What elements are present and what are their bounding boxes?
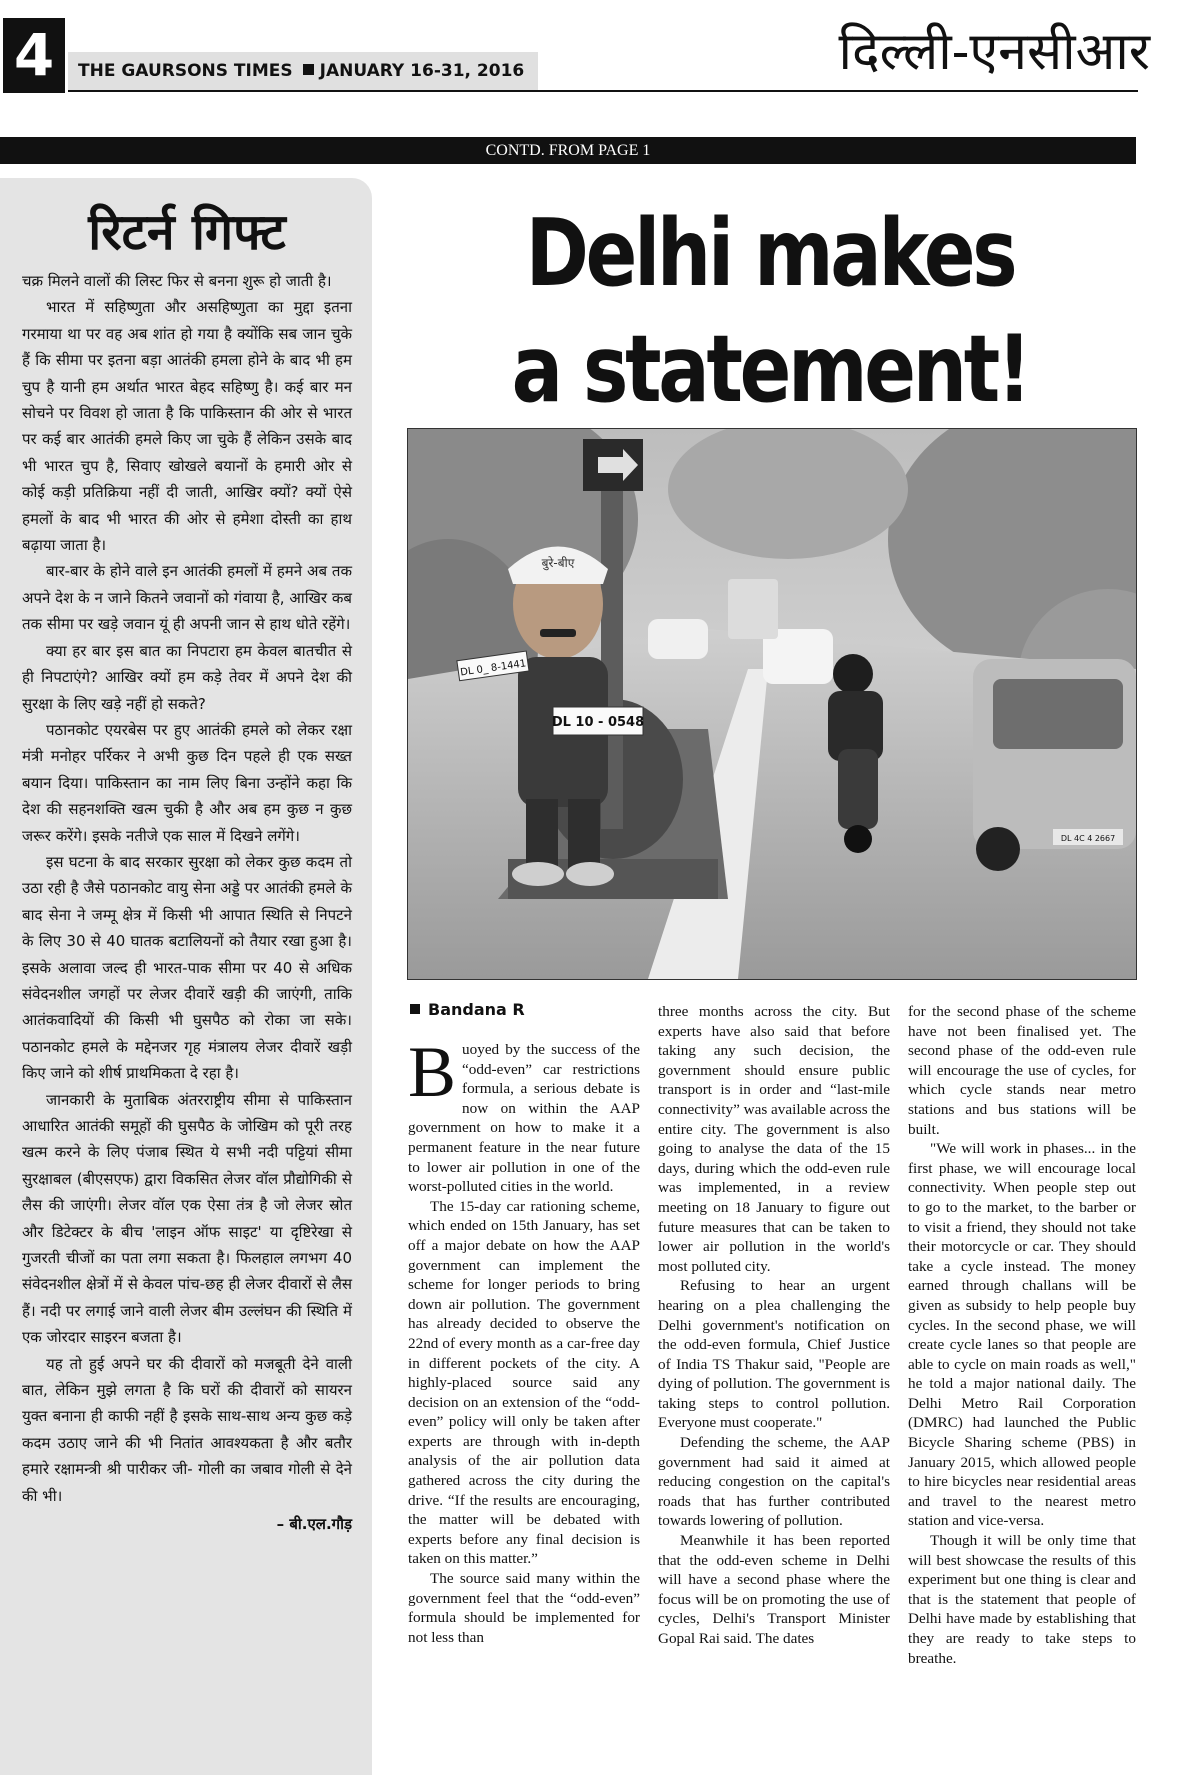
- sidebar-paragraph: बार-बार के होने वाले इन आतंकी हमलों में हमने अब तक अपने देश के न जाने कितने जवानों को गंवाया है, आखिर कब तक सीमा पर खड़े जवान यूं ही अपनी जान से हाथ धोते रहेंगे।: [22, 562, 352, 634]
- paper-name: THE GAURSONS TIMES: [78, 61, 293, 81]
- sidebar-signature: – बी.एल.गौड़: [276, 1515, 352, 1534]
- article-photo: [407, 428, 1137, 980]
- sidebar-paragraph: चक्र मिलने वालों की लिस्ट फिर से बनना शुरू हो जाती है।: [22, 272, 332, 290]
- page-number: 4: [3, 18, 65, 93]
- square-bullet-icon: [410, 1004, 420, 1014]
- street-scene-illustration: [408, 429, 1136, 979]
- car-plate-text: DL 4C 4 2667: [1060, 834, 1116, 843]
- header-rule: [68, 90, 1138, 92]
- article-paragraph: for the second phase of the scheme have not been finalised yet. The second phase of the odd-even rule will encourage the use of cycles, for which cycle stands near metro stations and bus stations will be built.: [908, 1003, 1136, 1138]
- headline-line-2: a statement!: [511, 315, 1029, 423]
- article-paragraph: "We will work in phases... in the first phase, we will encourage local connectivity. When people step out to go to the market, to the barber or to visit a friend, they should not take their motorcycle or car. They should take a cycle instead. The money earned through challans will be given as subsidy to help people buy cycles. In the second phase, we will create cycle lanes so that people are able to cycle on main roads as well," he told a major national daily. The Delhi Metro Rail Corporation (DMRC) had launched the Public Bicycle Sharing scheme (PBS) in January 2015, which allowed people to hire bicycles near residential areas and travel to the nearest metro station and vice-versa.: [908, 1140, 1136, 1530]
- plate-small-text: DL 0_ 8-1441: [459, 658, 527, 679]
- article-paragraph: Meanwhile it has been reported that the odd-even scheme in Delhi will have a second phase where the focus will be on promoting the use of cycles, Delhi's Transport Minister Gopal Rai said. The dates: [658, 1532, 890, 1647]
- byline-author: Bandana R: [428, 1000, 525, 1019]
- headline: [467, 195, 1074, 427]
- plate-large-text: DL 10 - 0548: [551, 715, 645, 730]
- article-paragraph: three months across the city. But experts have also said that before taking any such decision, the government should ensure public transport is in order and “last-mile connectivity” was available across the entire city. The government is also going to analyse the data of the 15 days, during which the odd-even rule was implemented, in a review meeting on 18 January to figure out future measures that can be taken to lower air pollution in the world's most polluted city.: [658, 1003, 890, 1275]
- sidebar-paragraph: यह तो हुई अपने घर की दीवारों को मजबूती देने वाली बात, लेकिन मुझे लगता है कि घरों की दीवारों को सायरन युक्त बनाना ही काफी नहीं है इसके साथ-साथ अन्य कुछ कड़े कदम उठाए जाने की भी नितांत आवश्यकता है और बतौर हमारे रक्षामन्त्री श्री पारीकर जी- गोली का जबाव गोली से देने की भी।: [22, 1354, 352, 1505]
- article-paragraph: The 15-day car rationing scheme, which ended on 15th January, has set off a major debate on how the AAP government can implement the scheme for longer periods to bring down air pollution. The government has already decided to observe the 22nd of every month as a car-free day in different pockets of the city. A highly-placed source said any decision on an extension of the “odd-even” policy will only be taken after experts are through with in-depth analysis of the air pollution data gathered across the city during the drive. “If the results are encouraging, the matter will be debated with experts before any final decision is taken on this matter.”: [408, 1197, 640, 1568]
- issue-date: JANUARY 16-31, 2016: [319, 61, 525, 81]
- cap-text: बुरे-बीए: [541, 556, 575, 570]
- article-column-1: [408, 1032, 640, 1647]
- article-column-2: [658, 1002, 890, 1649]
- sidebar-paragraph: जानकारी के मुताबिक अंतरराष्ट्रीय सीमा से पाकिस्तान आधारित आतंकी समूहों की घुसपैठ के जोखिम को पूरी तरह खत्म करने के लिए पंजाब स्थित ये सभी नदी पट्टियां सीमा सुरक्षाबल (बीएसएफ) द्वारा विकसित लेजर वॉल प्रौद्योगिकी से लैस की जाएंगी। लेजर वॉल एक ऐसा तंत्र है जो लेजर स्रोत और डिटेक्टर के बीच 'लाइन ऑफ साइट' या दृष्टिरेखा से गुजरती चीजों का पता लगा सकता है। फिलहाल लगभग 40 संवेदनशील क्षेत्रों में से केवल पांच-छह ही लेजर दीवारों से लैस हैं। नदी पर लगाई जाने वाली लेजर बीम उल्लंघन की स्थिति में एक जोरदार साइरन बजता है।: [22, 1090, 352, 1347]
- article-column-3: [908, 1002, 1136, 1668]
- contd-banner: CONTD. FROM PAGE 1: [0, 137, 1136, 164]
- article-paragraph: The source said many within the government feel that the “odd-even” formula should be implemented for not less than: [408, 1570, 640, 1646]
- article-paragraph: Refusing to hear an urgent hearing on a plea challenging the Delhi government's notification on the odd-even formula, Chief Justice of India TS Thakur said, "People are dying of pollution. The government is taking steps to control pollution. Everyone must cooperate.": [658, 1277, 890, 1432]
- article-paragraph: Though it will be only time that will best showcase the results of this experiment but one thing is clear and that is the statement that people of Delhi have made by establishing that they are ready to take steps to breathe.: [908, 1532, 1136, 1667]
- headline-line-1: Delhi makes: [525, 199, 1015, 307]
- square-bullet-icon: [303, 64, 314, 75]
- masthead-bar: [68, 52, 538, 90]
- sidebar-column: [0, 178, 372, 1775]
- section-title: दिल्ली-एनसीआर: [838, 22, 1150, 82]
- article-paragraph: uoyed by the success of the “odd-even” car restrictions formula, a serious debate is now on within the AAP government on how to make it a permanent feature in the near future to lower air pollution in one of the worst-polluted cities in the world.: [408, 1041, 640, 1196]
- dropcap: B: [408, 1032, 457, 1112]
- byline: [410, 1000, 525, 1019]
- sidebar-paragraph: भारत में सहिष्णुता और असहिष्णुता का मुद्दा इतना गरमाया था पर वह अब शांत हो गया है क्योंकि सब जान चुके हैं कि सीमा पर इतना बड़ा आतंकी हमला होने के बाद भी हम चुप है यानी हम अर्थात भारत बेहद सहिष्णु है। कई बार मन सोचने पर विवश हो जाता है कि पाकिस्तान की ओर से भारत पर कई बार आतंकी हमले किए जा चुके हैं लेकिन उसके बाद भी भारत चुप है, सिवाए खोखले बयानों के हमारी ओर से कोई कड़ी प्रतिक्रिया नहीं दी जाती, आखिर क्यों? क्यों ऐसे हमलों के बाद भी भारत की ओर से हमेशा दोस्ती का हाथ बढ़ाया जाता है।: [22, 298, 352, 555]
- sidebar-title: रिटर्न गिफ्ट: [88, 202, 286, 261]
- sidebar-paragraph: क्या हर बार इस बात का निपटारा हम केवल बातचीत से ही निपटाएंगे? आखिर क्यों हम कड़े तेवर में अपने देश की सुरक्षा के लिए खड़े नहीं हो सकते?: [22, 641, 352, 713]
- sidebar-paragraph: इस घटना के बाद सरकार सुरक्षा को लेकर कुछ कदम तो उठा रही है जैसे पठानकोट वायु सेना अड्डे पर आतंकी हमले के बाद सेना ने जम्मू क्षेत्र में किसी भी आपात स्थिति से निपटने के लिए 30 से 40 घातक बटालियनों को तैयार रखा हुआ है। इसके अलावा जल्द ही भारत-पाक सीमा पर 40 से अधिक संवेदनशील जगहों पर लेजर दीवारें खड़ी की जाएंगी, ताकि आतंकवादियों की किसी भी घुसपैठ को रोका जा सके। पठानकोट हमले के मद्देनजर गृह मंत्रालय लेजर दीवारें खड़ी किए जाने को शीर्ष प्राथमिकता दे रहा है।: [22, 852, 352, 1083]
- article-paragraph: Defending the scheme, the AAP government had said it aimed at reducing congestion on the capital's roads that has further contributed towards lowering of pollution.: [658, 1434, 890, 1530]
- sidebar-paragraph: पठानकोट एयरबेस पर हुए आतंकी हमले को लेकर रक्षा मंत्री मनोहर पर्रिकर ने अभी कुछ दिन पहले ही एक सख्त बयान दिया। पाकिस्तान का नाम लिए बिना उन्होंने कहा कि देश की सहनशक्ति खत्म चुकी है और अब हम कुछ न कुछ जरूर करेंगे। इसके नतीजे एक साल में दिखने लगेंगे।: [22, 720, 352, 845]
